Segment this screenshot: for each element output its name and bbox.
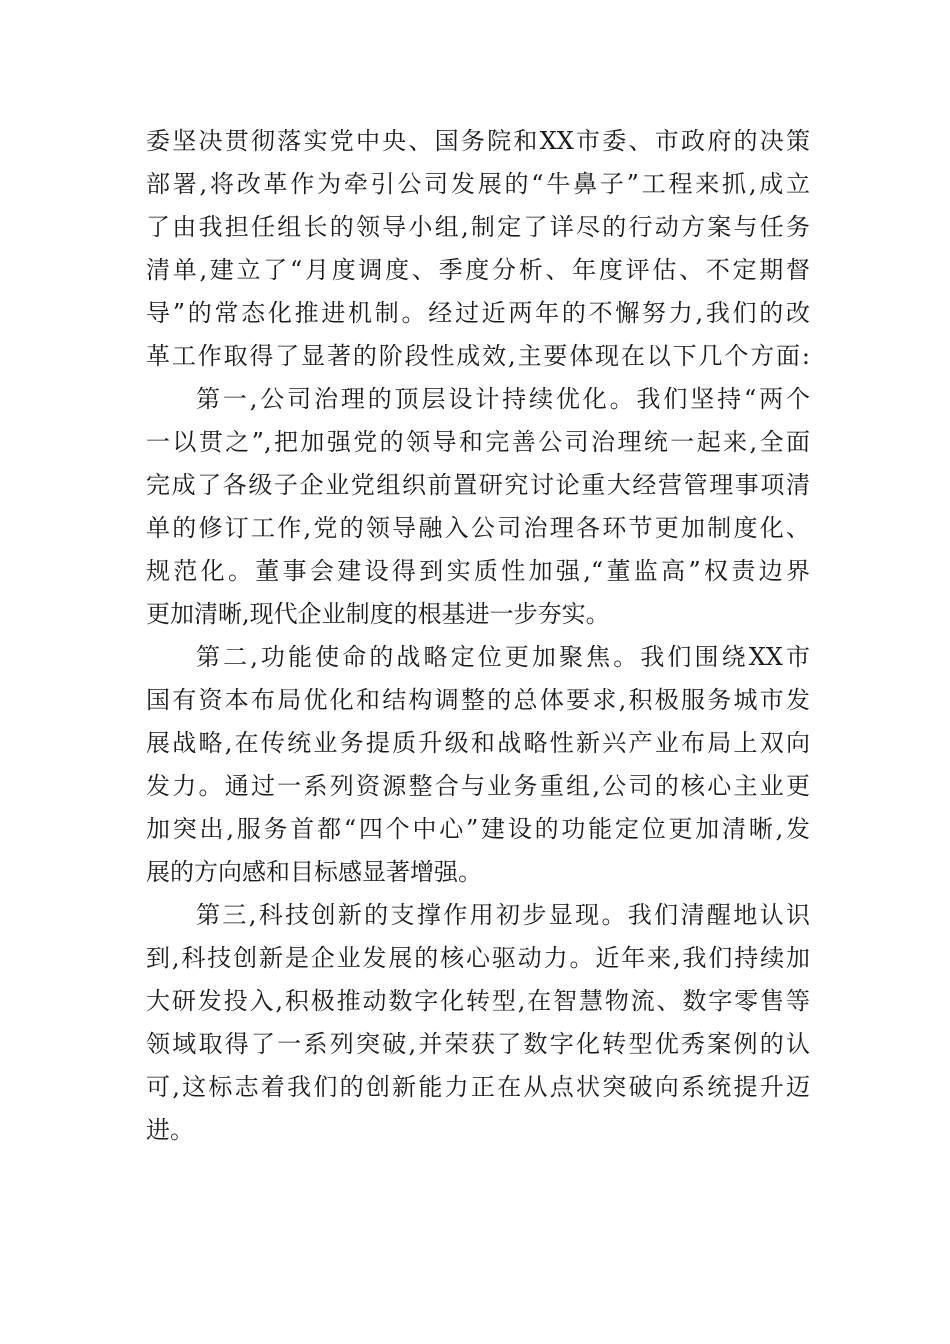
text-line: 展战略,在传统业务提质升级和战略性新兴产业布局上双向 [146,729,810,757]
text-line: 进。 [146,1116,194,1144]
paragraph [146,378,810,636]
paragraph [146,120,810,378]
text-line: 清单,建立了“月度调度、季度分析、年度评估、不定期督 [146,256,810,284]
text-line: 大研发投入,积极推动数字化转型,在智慧物流、数字零售等 [146,987,810,1015]
text-line: 单的修订工作,党的领导融入公司治理各环节更加制度化、 [146,514,810,542]
text-line: 加突出,服务首都“四个中心”建设的功能定位更加清晰,发 [146,815,810,843]
text-line: 完成了各级子企业党组织前置研究讨论重大经营管理事项清 [146,471,810,499]
text-line: 第二,功能使命的战略定位更加聚焦。我们围绕XX市 [196,643,810,671]
text-line: 导”的常态化推进机制。经过近两年的不懈努力,我们的改 [146,299,810,327]
paragraph [146,894,810,1152]
text-line: 第三,科技创新的支撑作用初步显现。我们清醒地认识 [196,901,810,929]
text-line: 更加清晰,现代企业制度的根基进一步夯实。 [146,600,610,628]
document-body [146,120,810,1152]
text-line: 第一,公司治理的顶层设计持续优化。我们坚持“两个 [196,385,810,413]
text-line: 发力。通过一系列资源整合与业务重组,公司的核心主业更 [146,772,810,800]
text-line: 可,这标志着我们的创新能力正在从点状突破向系统提升迈 [146,1073,810,1101]
paragraph [146,636,810,894]
text-line: 一以贯之”,把加强党的领导和完善公司治理统一起来,全面 [146,428,810,456]
text-line: 到,科技创新是企业发展的核心驱动力。近年来,我们持续加 [146,944,810,972]
text-line: 革工作取得了显著的阶段性成效,主要体现在以下几个方面: [146,342,810,370]
text-line: 领域取得了一系列突破,并荣获了数字化转型优秀案例的认 [146,1030,810,1058]
text-line: 展的方向感和目标感显著增强。 [146,858,482,886]
text-line: 国有资本布局优化和结构调整的总体要求,积极服务城市发 [146,686,810,714]
text-line: 部署,将改革作为牵引公司发展的“牛鼻子”工程来抓,成立 [146,170,810,198]
text-line: 规范化。董事会建设得到实质性加强,“董监高”权责边界 [146,557,810,585]
text-line: 委坚决贯彻落实党中央、国务院和XX市委、市政府的决策 [146,127,810,155]
text-line: 了由我担任组长的领导小组,制定了详尽的行动方案与任务 [146,213,810,241]
